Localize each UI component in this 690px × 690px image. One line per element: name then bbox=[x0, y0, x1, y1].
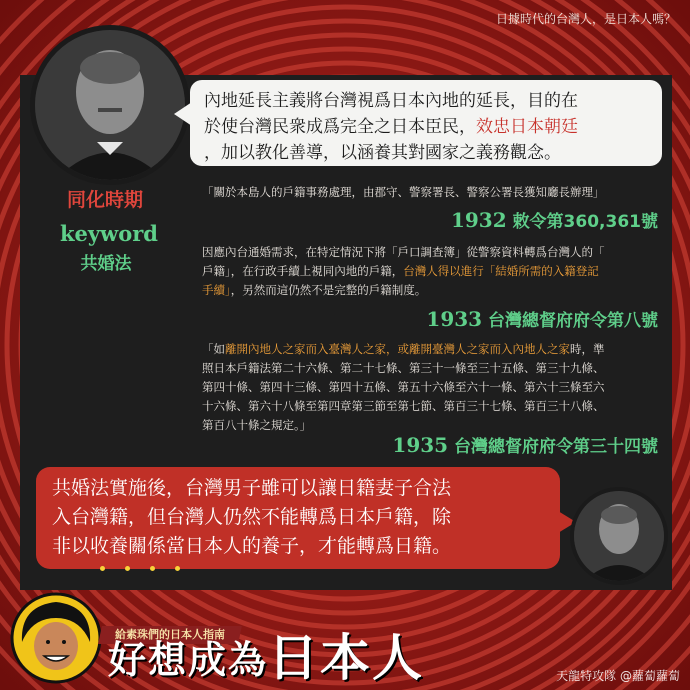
quote-highlight: 效忠日本朝廷 bbox=[476, 117, 578, 137]
watermark: 天龍特攻隊 @蘿蔔蘿蔔 bbox=[556, 669, 680, 683]
bubble-tail bbox=[174, 102, 192, 126]
conclusion-bubble bbox=[36, 467, 560, 569]
quote-line: 內地延長主義將台灣視爲日本內地的延長，目的在 bbox=[204, 91, 578, 111]
portrait-photo-small bbox=[570, 487, 668, 585]
era-label: 同化時期 bbox=[66, 189, 143, 211]
quote-line: 於使台灣民衆成爲完全之日本臣民，效忠日本朝廷 bbox=[204, 117, 578, 137]
keyword-value: 共婚法 bbox=[80, 254, 132, 274]
quote-bubble bbox=[190, 80, 662, 166]
quote-line: ，加以教化善導，以涵養其對國家之義務觀念。 bbox=[204, 143, 561, 163]
law-heading-1932: 1932 敕令第360,361號 bbox=[450, 208, 658, 232]
header-tag: 日據時代的台灣人，是日本人嗎？ bbox=[495, 12, 676, 26]
paragraph-1932: 因應內台通婚需求，在特定情況下將「戶口調查簿」從警察資料轉爲台灣人的「 戶籍」，在行政手續上視同內地的戶籍，台灣人得以進行「結婚所需的入籍登記 手續」，另然而這仍然不是完整的戶籍制度。 bbox=[202, 245, 605, 297]
conclusion-line: 入台灣籍，但台灣人仍然不能轉爲日本戶籍，除 bbox=[52, 506, 452, 528]
conclusion-line: 共婚法實施後，台灣男子雖可以讓日籍妻子合法 bbox=[52, 477, 452, 499]
portrait-photo bbox=[30, 25, 190, 185]
conclusion-line: 非以收養關係當日本人的養子，才能轉爲日籍。 bbox=[52, 535, 452, 557]
banner-title: 好想成為日本人 bbox=[108, 629, 425, 687]
banner-tag: 給素珠們的日本人指南 bbox=[98, 626, 242, 644]
law-heading-1935: 1935 台灣總督府府令第三十四號 bbox=[392, 433, 658, 457]
law-heading-1933: 1933 台灣總督府府令第八號 bbox=[426, 307, 658, 331]
decorative-dots bbox=[100, 556, 200, 575]
keyword-label: keyword bbox=[60, 221, 158, 246]
note-1932-context: 「關於本島人的戶籍事務處理，由郡守、警察署長、警察公署長獲知廳長辦理」 bbox=[202, 185, 605, 199]
paragraph-1933: 「如離開內地人之家而入臺灣人之家，或離開臺灣人之家而入內地人之家時，準 照日本戶籍法第二十六條、第二十七條、第三十一條至三十五條、第三十九條、 第四十條、第四十三條、第四十五條、第五十六條至六十一條、第六十三條至六 十六條、第六十八條至第四章第三節至第七節、第百三十七條、第百三十八條、 第百八十條之規定。」 bbox=[202, 342, 605, 432]
mascot-avatar bbox=[10, 592, 102, 684]
